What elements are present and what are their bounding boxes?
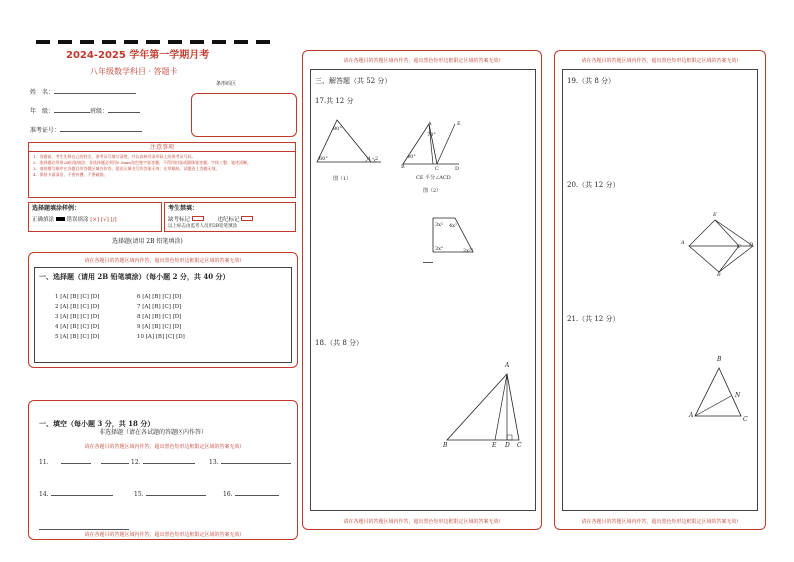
q21-label: 21.（共 12 分）	[567, 315, 620, 323]
mc-q8[interactable]: 8 [A] [B] [C] [D]	[137, 314, 182, 320]
q14-label: 14.	[39, 491, 49, 498]
mc-q10[interactable]: 10 [A] [B] [C] [D]	[137, 334, 185, 340]
fig2-note: CE 平分∠ACD	[416, 175, 451, 181]
notice-title: 注意事项	[29, 143, 295, 152]
fig18-label-b: B	[443, 442, 448, 449]
q15-label: 15.	[134, 491, 144, 498]
absent-title: 考生禁填：	[168, 205, 199, 212]
fig18-label-e: E	[492, 442, 497, 449]
grade-label: 年 级：	[30, 108, 55, 115]
fig3-angle-4x2: 4x²	[449, 223, 458, 229]
q18-label: 18.（共 8 分）	[315, 339, 364, 347]
exam-subtitle: 八年级数学科目 · 答题卡	[90, 67, 178, 76]
mc-q3[interactable]: 3 [A] [B] [C] [D]	[55, 314, 100, 320]
fig2-label-c: C	[435, 166, 439, 172]
absent-mark-label: 缺考标记	[168, 217, 191, 223]
filled-mark-icon	[56, 217, 65, 221]
fill-warning: 请在各题目的答题区域内作答，超出黑色矩形边框限定区域的答案无效!	[84, 444, 242, 450]
s4-warning-bottom: 请在各题目的答题区域内作答，超出黑色矩形边框限定区域的答案无效!	[581, 519, 739, 525]
fig1-angle-1: 1	[368, 156, 372, 162]
fig2-label-e: E	[457, 121, 461, 127]
fig20-label-d: D	[749, 242, 754, 248]
s3-warning-bottom: 请在各题目的答题区域内作答，超出黑色矩形边框限定区域的答案无效!	[343, 519, 501, 525]
mc-q2[interactable]: 2 [A] [B] [C] [D]	[55, 304, 100, 310]
fig3-angle-3x: 3x°	[435, 246, 444, 252]
notice-line-4: 4．保持卡面清洁，不要折叠、不要破损。	[33, 172, 108, 177]
fig3-angle-3x2: 3x²	[435, 222, 444, 228]
q19-label: 19.（共 8 分）	[567, 77, 616, 85]
fill-example-title: 选择题填涂样例：	[32, 205, 81, 212]
exam-title: 2024-2025 学年第一学期月考	[66, 50, 210, 61]
mc-q5[interactable]: 5 [A] [B] [C] [D]	[55, 334, 100, 340]
fig21-label-c: C	[743, 416, 748, 423]
mc-right-col	[137, 292, 185, 342]
name-label: 姓 名：	[30, 89, 55, 96]
q16-blank[interactable]	[235, 495, 279, 496]
q11-blank-a[interactable]	[61, 463, 91, 464]
fill-warning-bottom: 请在各题目的答题区域内作答，超出黑色矩形边框限定区域的答案无效!	[84, 532, 242, 538]
fig20-label-a: A	[681, 240, 685, 246]
mc-q7[interactable]: 7 [A] [B] [C] [D]	[137, 304, 182, 310]
violation-mark-box[interactable]	[241, 216, 253, 221]
fig2-angle-70: 70°	[427, 132, 436, 138]
fig18-label-a: A	[505, 362, 510, 369]
fill-title: 一、填空（每小题 3 分，共 18 分）	[39, 419, 155, 428]
wrong-fill-label: 错误填涂	[66, 217, 89, 223]
q13-blank[interactable]	[221, 463, 291, 464]
fig21-label-b: B	[717, 356, 722, 363]
section4-panel	[554, 50, 766, 530]
s3-warning-top: 请在各题目的答题区域内作答，超出黑色矩形边框限定区域的答案无效!	[343, 58, 501, 64]
fig2-caption: 图（2）	[423, 188, 442, 194]
q14-blank[interactable]	[51, 495, 113, 496]
fill-section	[28, 400, 298, 540]
class-field[interactable]	[108, 112, 140, 113]
fig1-angle-60: 60°	[319, 156, 328, 162]
section4-answer-box	[562, 69, 758, 511]
fig2-label-a: A	[428, 121, 432, 127]
section3-answer-box	[310, 69, 536, 511]
fill-example-box	[28, 202, 162, 232]
mc-left-col	[55, 292, 99, 342]
mc-warning: 请在各题目的答题区域内作答，超出黑色矩形边框限定区域的答案无效!	[84, 258, 242, 264]
s3-title: 三、解答题（共 52 分）	[315, 77, 392, 85]
mc-q9[interactable]: 9 [A] [B] [C] [D]	[137, 324, 182, 330]
absent-mark-box[interactable]	[192, 216, 204, 221]
fig1-angle-80: 80°	[333, 126, 342, 132]
mc-title: 一、选择题（请用 2B 铅笔填涂）（每小题 2 分，共 40 分）	[39, 272, 230, 281]
student-info	[30, 89, 142, 146]
fig1-caption: 图（1）	[333, 176, 352, 182]
wrong-marks: [×] [√] [/]	[90, 217, 117, 223]
fig18-triangle	[439, 370, 535, 450]
mc-q4[interactable]: 4 [A] [B] [C] [D]	[55, 324, 100, 330]
fig20-label-c: C	[737, 244, 741, 250]
fig21-label-n: N	[735, 392, 741, 399]
fill-subtitle: 非选择题（请在各试题的答题区内作答）	[99, 429, 208, 436]
fig3-angle-2x2: 2x²°	[463, 248, 474, 254]
section3-panel	[302, 50, 542, 530]
barcode-area-label: 条形码区	[216, 81, 237, 87]
name-field[interactable]	[54, 93, 136, 94]
q12-label: 12.	[131, 459, 141, 466]
grade-field[interactable]	[54, 112, 90, 113]
mc-q6[interactable]: 6 [A] [B] [C] [D]	[137, 294, 182, 300]
q16-label: 16.	[223, 491, 233, 498]
absent-note: 以上标志由监考人员用2B铅笔填涂	[168, 224, 238, 229]
mc-section	[28, 252, 298, 368]
q13-label: 13.	[209, 459, 219, 466]
fig1-angle-2: 2	[375, 156, 379, 162]
mc-header: 选择题(请用 2B 铅笔填涂)	[112, 238, 183, 245]
barcode-box	[191, 93, 297, 137]
extra-line	[39, 529, 129, 530]
fig2-angle-40: 40°	[407, 154, 416, 160]
absent-box	[164, 202, 296, 232]
fig18-label-c: C	[517, 442, 522, 449]
mc-answer-box	[34, 267, 292, 363]
q12-blank[interactable]	[143, 463, 195, 464]
id-label: 准考证号：	[30, 127, 61, 134]
fig1-triangle	[311, 110, 411, 180]
q17-label: 17.共 12 分	[315, 97, 354, 105]
fig2-label-d: D	[455, 166, 460, 172]
notice-line-3: 3．请按题号顺序在各题目的答题区域内作答，超出区域书写的答案无效；在草稿纸、试题卷上答题无效。	[33, 166, 220, 171]
correct-fill-label: 正确填涂	[32, 217, 55, 223]
fig18-label-d: D	[505, 442, 510, 449]
fig3-caption-line	[423, 262, 433, 263]
fig20-figure	[681, 216, 757, 280]
fig21-label-a: A	[689, 412, 694, 419]
notice-line-2: 2．选择题必须用2B铅笔填涂；非选择题必须用0.5mm黑色签字笔答题，不得用铅笔或圆珠笔答题；字体工整、笔迹清晰。	[33, 160, 251, 165]
notice-line-1: 1．答题前，考生先将自己的姓名、准考证号填写清楚，并认真核对条形码上的准考证号码。	[33, 154, 196, 159]
id-field[interactable]	[60, 131, 142, 132]
fig20-label-e: E	[713, 212, 717, 218]
fig20-label-b: B	[717, 272, 721, 278]
s4-warning-top: 请在各题目的答题区域内作答，超出黑色矩形边框限定区域的答案无效!	[581, 58, 739, 64]
q11-label: 11.	[39, 459, 49, 466]
class-label: 班级：	[90, 108, 109, 115]
mc-q1[interactable]: 1 [A] [B] [C] [D]	[55, 294, 100, 300]
notice-box	[28, 142, 296, 198]
fig2-label-b: B	[401, 164, 405, 170]
q20-label: 20.（共 12 分）	[567, 181, 620, 189]
violation-mark-label: 违纪标记	[217, 217, 240, 223]
q15-blank[interactable]	[146, 495, 206, 496]
q11-blank-b[interactable]	[101, 463, 129, 464]
